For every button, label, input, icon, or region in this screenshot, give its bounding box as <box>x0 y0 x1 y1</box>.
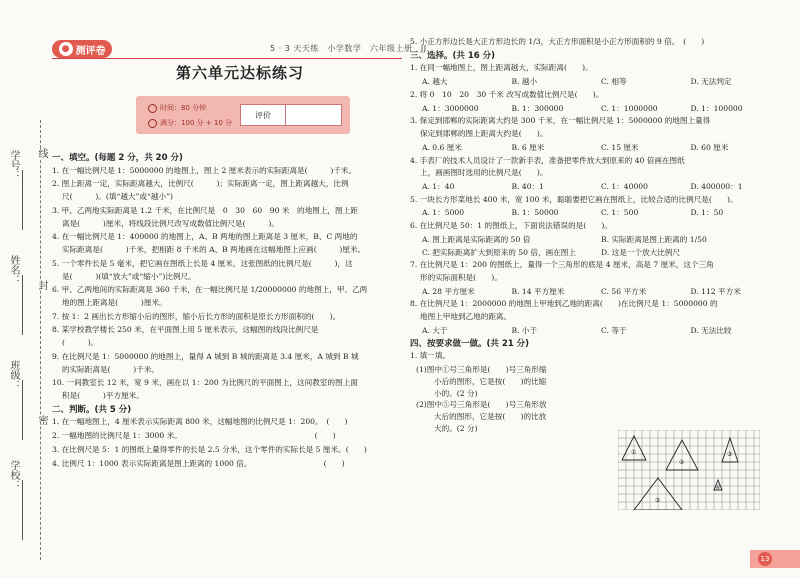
choice-2: 2. 将 0 10 20 30 千米 改写成数值比例尺是( )。 <box>410 89 604 99</box>
judge-5: 5. 小正方形边长是大正方形边长的 1/3，大正方形面积是小正方形面积的 9 倍。 ( ) <box>410 37 705 46</box>
section-choice: 三、选择。(共 16 分) <box>410 50 496 61</box>
triangle-5-label: ⑤ <box>655 497 661 504</box>
choice-3-options: A. 0.6 厘米 B. 6 厘米 C. 15 厘米 D. 60 厘米 <box>422 142 729 152</box>
class-line <box>22 380 24 440</box>
choice-2-options: A. 1：3000000 B. 1：300000 C. 1：1000000 D. 1：100000 <box>422 103 743 113</box>
choice-3: 3. 保定到邯郸的实际距离大约是 300 千米，在一幅比例尺是 1：5000000 的地图上量得 保定到邯郸的图上距离大约是( )。 <box>410 116 711 139</box>
judge-1: 1. 在一幅地图上，4 厘米表示实际距离 800 米，这幅地图的比例尺是 1：200。 ( ) <box>52 417 348 427</box>
page-title: 第六单元达标练习 <box>175 64 304 82</box>
section-practice: 四、按要求做一做。(共 21 分) <box>410 338 530 349</box>
practice-1-part1-line1: (1)图中①号三角形是( )号三角形缩 <box>416 365 547 375</box>
right-column <box>410 38 780 433</box>
section-judge: 二、判断。(共 5 分) <box>52 404 132 415</box>
info-box <box>136 96 350 134</box>
choice-5: 5. 一块长方形菜地长 400 米，宽 100 米，聪聪要把它画在图纸上，比较合适的比例尺是( )。 <box>410 194 738 204</box>
page-number: 13 <box>758 552 772 566</box>
class-label: 班级： <box>8 360 19 390</box>
judge-3: 3. 在比例尺是 5：1 的图纸上量得零件的长是 2.5 分米，这个零件的实际长是 5 厘米。( ) <box>52 444 367 454</box>
student-no-line <box>22 170 24 230</box>
choice-1: 1. 在同一幅地图上，图上距离越大，实际距离( )。 <box>410 63 593 73</box>
choice-8-options: A. 大于 B. 小于 C. 等于 D. 无法比较 <box>422 325 732 335</box>
student-no-label: 学号： <box>8 150 19 180</box>
choice-7: 7. 在比例尺是 1：200 的图纸上，量得一个三角形的底是 4 厘米，高是 7 厘米，这个三角 形的实际面积是( )。 <box>410 260 714 282</box>
logo-text: 测评卷 <box>75 45 106 57</box>
name-line <box>22 275 24 335</box>
triangle-3-label: ③ <box>727 451 733 458</box>
practice-1-part2-line1: (2)图中⑤号三角形是( )号三角形放 <box>416 400 547 410</box>
choice-6-options-b: C. 把实际距离扩大到原来的 50 倍，画在图上 D. 这是一个放大比例尺 <box>422 247 680 257</box>
cut-line <box>40 120 41 560</box>
question-6: 6. 甲、乙两地间的实际距离是 360 千米，在一幅比例尺是 1/20000000 的地图上，甲、乙两 地的图上距离是( )厘米。 <box>52 285 368 307</box>
line-mark: 线 <box>36 148 47 158</box>
choice-7-options: A. 28 平方厘米 B. 14 平方厘米 C. 56 平方米 D. 112 平方米 <box>422 286 741 296</box>
grade-field[interactable] <box>286 105 341 125</box>
check-icon <box>148 119 157 128</box>
running-header: 5 · 3 天天练 小学数学 六年级上册 JJ <box>270 44 427 53</box>
judge-4: 4. 比例尺 1：1000 表示实际距离是图上距离的 1000 倍。 ( ) <box>52 458 345 468</box>
question-9: 9. 在比例尺是 1：5000000 的地图上，量得 A 城到 B 城的距离是 3.4 厘米，A 城到 B 城 的实际距离是( )千米。 <box>52 351 359 374</box>
school-label: 学校： <box>8 460 19 490</box>
logo <box>52 40 112 58</box>
section-fill: 一、填空。(每题 2 分，共 20 分) <box>52 153 183 163</box>
practice-1-part1-line2: 小后的图形，它是按( )的比缩 <box>434 376 547 386</box>
left-column <box>52 150 402 473</box>
question-7: 7. 按 1：2 画出长方形缩小后的图形，缩小后长方形的面积是原长方形面积的( )。 <box>52 311 341 321</box>
logo-icon: ● <box>59 42 73 56</box>
question-10: 10. 一间教室长 12 米，宽 9 米，画在以 1：200 为比例尺的平面图上，这间教室的图上面 积是( )平方厘米。 <box>52 378 358 400</box>
seal-mark: 封 <box>36 280 47 290</box>
practice-1-part2-line2: 大后的图形，它是按( )的比放 <box>434 411 547 421</box>
choice-6: 6. 在比例尺是 50：1 的图纸上，下面说法错误的是( )。 <box>410 221 612 231</box>
close-mark: 密 <box>36 415 47 425</box>
triangle-4-label: ④ <box>715 484 721 491</box>
judge-2: 2. 一幅地图的比例尺是 1：3000 米。 ( ) <box>52 431 336 441</box>
triangle-1-label: ① <box>631 449 637 456</box>
full-score: 满分：100 分 + 10 分 <box>160 119 233 127</box>
question-5: 5. 一个零件长是 5 毫米，把它画在图纸上长是 4 厘米，这张图纸的比例尺是( )，这 是( )(填“放大”或“缩小”)比例尺。 <box>52 258 353 281</box>
question-1: 1. 在一幅比例尺是 1：5000000 的地图上，图上 2 厘米表示的实际距离是( )千米。 <box>52 165 357 175</box>
school-line <box>22 480 24 540</box>
question-2: 2. 图上距离一定，实际距离越大，比例尺( )；实际距离一定，图上距离越大，比例 尺( )。(填“越大”或“越小”) <box>52 179 349 202</box>
question-8: 8. 某学校教学楼长 250 米，在平面图上用 5 厘米表示，这幅图的线段比例尺是 ( )。 <box>52 325 319 348</box>
choice-6-options-a: A. 图上距离是实际距离的 50 倍 B. 实际距离是图上距离的 1/50 <box>422 234 707 244</box>
grade-box <box>240 104 342 126</box>
choice-8: 8. 在比例尺是 1：2000000 的地图上甲地到乙地的距离( )在比例尺是 1：5000000 的 地图上甲地到乙地的距离。 <box>410 299 718 322</box>
choice-4-options: A. 1：40 B. 40：1 C. 1：40000 D. 400000：1 <box>422 181 743 191</box>
triangle-2-label: ② <box>679 459 685 466</box>
time-limit: 时间：80 分钟 <box>160 104 207 112</box>
practice-1-part1-line3: 小的。(2 分) <box>434 388 478 398</box>
question-4: 4. 在一幅比例尺是 1：400000 的地图上，A、B 两地的图上距离是 3 厘米，B、C 两地的 实际距离是( )千米，把相距 8 千米的 A、B 两地画在这幅地图上应画( )厘米。 <box>52 232 366 255</box>
practice-1: 1. 填一填。 <box>410 351 451 361</box>
header-rule <box>52 58 402 59</box>
choice-1-options: A. 越大 B. 越小 C. 相等 D. 无法判定 <box>422 77 732 87</box>
choice-5-options: A. 1：5000 B. 1：50000 C. 1：500 D. 1：50 <box>422 208 724 218</box>
practice-1-part2-line3: 大的。(2 分) <box>434 423 478 433</box>
page-number-tab <box>750 550 800 568</box>
name-label: 姓名： <box>8 255 19 285</box>
question-3: 3. 甲、乙两地实际距离是 1.2 千米，在比例尺是 0 30 60 90 米 的地图上，图上距 离是( )厘米，将线段比例尺改写成数值比例尺是( )。 <box>52 205 358 228</box>
clock-icon <box>148 104 157 113</box>
grade-label: 评价 <box>241 105 286 125</box>
triangle-grid-figure <box>618 430 760 510</box>
choice-4: 4. 手表厂的技术人员设计了一款新手表，准备把零件放大到原来的 40 倍画在图纸 上，画画图时选用的比例尺是( )。 <box>410 155 685 178</box>
